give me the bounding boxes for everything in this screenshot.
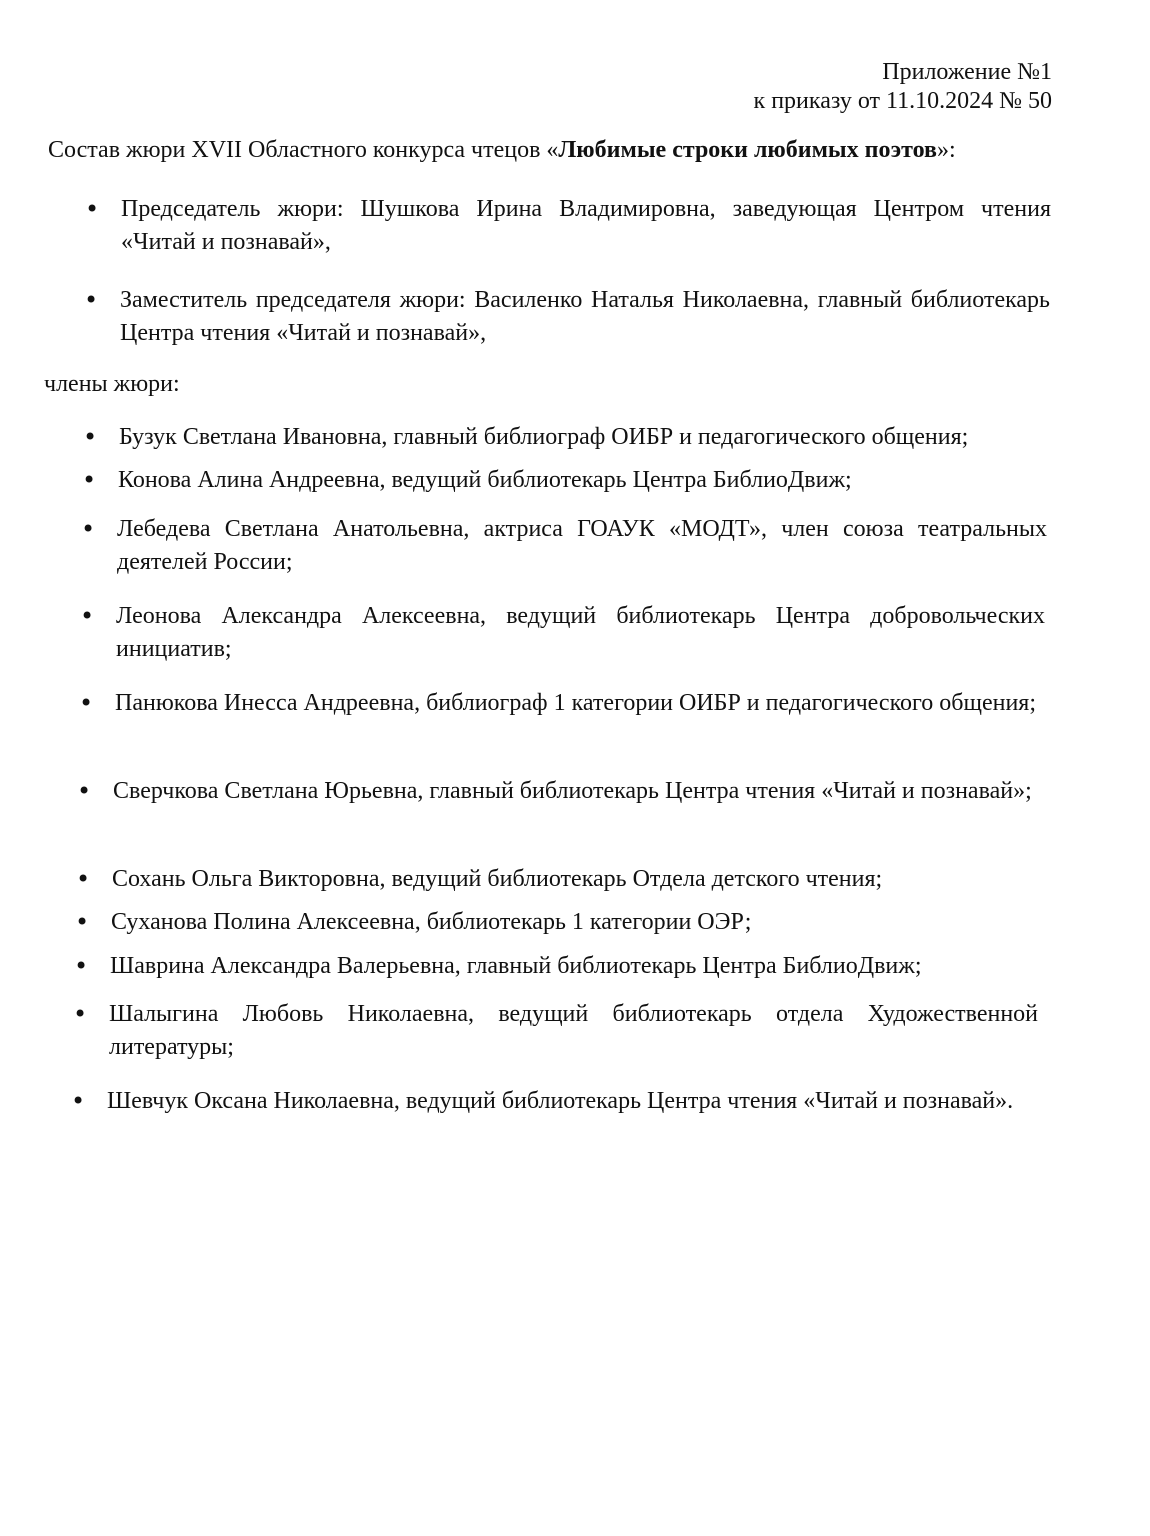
appendix-header — [754, 58, 1052, 116]
jury-member: • Шевчук Оксана Николаевна, ведущий библиотекарь Центра чтения «Читай и познавай». — [107, 1085, 1036, 1118]
jury-member: • Лебедева Светлана Анатольевна, актриса ГОАУК «МОДТ», член союза театральных деятелей России; — [117, 513, 1047, 579]
jury-member: • Панюкова Инесса Андреевна, библиограф 1 категории ОИБР и педагогического общения; — [115, 687, 1044, 720]
jury-deputy-chair: • Заместитель председателя жюри: Василенко Наталья Николаевна, главный библиотекарь Центра чтения «Читай и познавай», — [120, 284, 1050, 350]
title-suffix: »: — [937, 137, 956, 163]
contest-name: Любимые строки любимых поэтов — [558, 137, 937, 163]
jury-members-label: члены жюри: — [44, 371, 180, 397]
jury-member: • Сохань Ольга Викторовна, ведущий библиотекарь Отдела детского чтения; — [112, 863, 1041, 896]
jury-chair: • Председатель жюри: Шушкова Ирина Владимировна, заведующая Центром чтения «Читай и познавай», — [121, 193, 1051, 259]
jury-member: • Шаврина Александра Валерьевна, главный библиотекарь Центра БиблиоДвиж; — [110, 950, 1039, 983]
jury-member: • Бузук Светлана Ивановна, главный библиограф ОИБР и педагогического общения; — [119, 421, 1049, 454]
document-title — [48, 134, 1048, 166]
appendix-number: Приложение №1 — [882, 59, 1052, 85]
jury-member: • Суханова Полина Алексеевна, библиотекарь 1 категории ОЭР; — [111, 906, 1040, 939]
jury-member: • Сверчкова Светлана Юрьевна, главный библиотекарь Центра чтения «Читай и познавай»; — [113, 775, 1042, 808]
jury-member: • Шалыгина Любовь Николаевна, ведущий библиотекарь отдела Художественной литературы; — [109, 998, 1038, 1064]
jury-member: • Леонова Александра Алексеевна, ведущий библиотекарь Центра добровольческих инициатив; — [116, 600, 1045, 666]
jury-member: • Конова Алина Андреевна, ведущий библиотекарь Центра БиблиоДвиж; — [118, 464, 1048, 497]
appendix-order-reference: к приказу от 11.10.2024 № 50 — [753, 88, 1052, 114]
title-prefix: Состав жюри XVII Областного конкурса чтецов « — [48, 137, 559, 163]
